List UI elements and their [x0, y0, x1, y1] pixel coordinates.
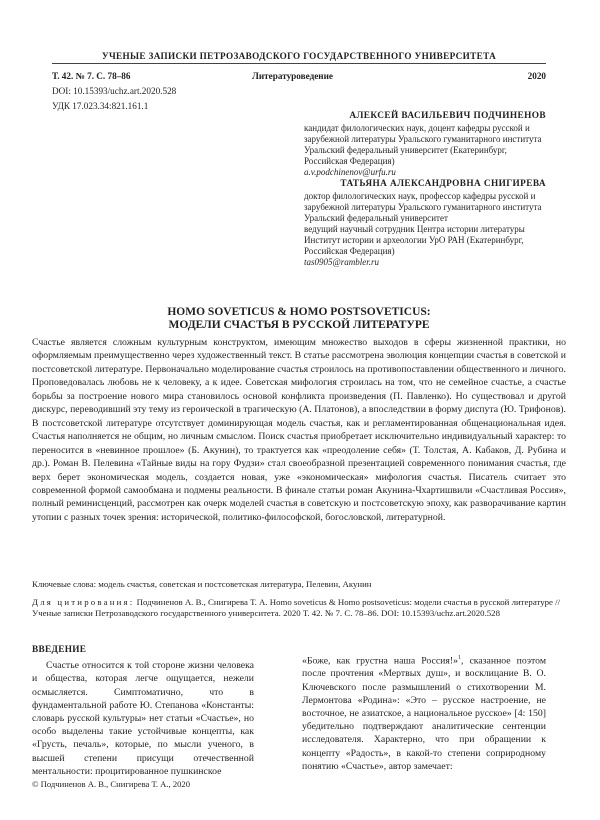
body-paragraph: Счастье относится к той стороне жизни человека и общества, которая легче ощущается, нежели осмысляется. Симптоматично, что в фундаментальной работе Ю. Степанова «Константы: словарь русской культуры» нет статьи «Счастье», но особо выделены такие устойчивые концепты, как «Грусть, печаль», которые, по мысли ученого, в высшей степени присущи отечественной ментальности: процитированное пушкинское [32, 660, 254, 777]
author-affiliation: Уральский федеральный университет [304, 212, 448, 223]
author-email[interactable]: a.v.podchinenov@urfu.ru [304, 167, 396, 178]
author-1 [304, 111, 546, 179]
body-paragraph: , сказанное поэтом после прочтения «Мертвых душ», и восклицание В. О. Ключевского после размышлений о стихотворении М. Лермонтова «Родина»: «Это – русское настроение, не восточное, не азиатское, а национальное русское» [4: 150] убедительно подтверждают аналитические сентенции исследователя. Характерно, что при обращении к концепту «Радость», в какой-то степени соприродному понятию «Счастье», автор замечает: [302, 655, 547, 772]
copyright: © Подчиненов А. В., Снигирева Т. А., 2020 [32, 779, 191, 789]
section-heading: ВВЕДЕНИЕ [32, 645, 87, 655]
body-column-left [32, 644, 254, 778]
title-line-1: HOMO SOVETICUS & HOMO POSTSOVETICUS: [167, 306, 431, 318]
author-name: ТАТЬЯНА АЛЕКСАНДРОВНА СНИГИРЕВА [340, 178, 546, 189]
header-rule [52, 63, 546, 64]
footnote-marker[interactable]: 1 [458, 655, 462, 661]
keywords: Ключевые слова: модель счастья, советская и постсоветская литература, Пелевин, Акунин [32, 579, 372, 589]
author-2 [304, 179, 546, 269]
author-affiliation: Уральский федеральный университет (Екатеринбург, Российская Федерация) [304, 145, 507, 167]
author-name: АЛЕКСЕЙ ВАСИЛЬЕВИЧ ПОДЧИНЕНОВ [349, 111, 546, 121]
article-title [52, 306, 546, 332]
title-line-2: МОДЕЛИ СЧАСТЬЯ В РУССКОЙ ЛИТЕРАТУРЕ [168, 319, 430, 331]
volume-pages: Т. 42. № 7. С. 78–86 [52, 71, 131, 81]
section-name: Литературоведение [252, 71, 333, 81]
body-column-right [302, 652, 546, 773]
authors-block [304, 111, 546, 268]
udc: УДК 17.023.34:821.161.1 [52, 101, 149, 111]
author-affiliation: доктор филологических наук, профессор кафедры русской и зарубежной литературы Уральского гуманитарного института [304, 190, 542, 212]
citation-text: Подчиненов А. В., Снигирева Т. А. Homo soveticus & Homo postsoveticus: модели счастья в русской литературе // Ученые записки Петрозаводского государственного университета. 2020 Т. 42. № 7. С. 78–86. DOI: 10.15393/uchz.art.2020.528 [32, 597, 561, 618]
author-email[interactable]: tas0905@rambler.ru [304, 257, 380, 268]
doi[interactable]: DOI: 10.15393/uchz.art.2020.528 [52, 86, 177, 96]
issue-year: 2020 [527, 71, 546, 81]
citation-block [32, 597, 566, 619]
issue-meta-row [52, 71, 546, 81]
citation-label: Для цитирования: [32, 597, 135, 607]
author-affiliation: ведущий научный сотрудник Центра истории литературы Институт истории и археологии УрО РАН (Екатеринбург, Российская Федерация) [304, 223, 525, 257]
journal-title: УЧЕНЫЕ ЗАПИСКИ ПЕТРОЗАВОДСКОГО ГОСУДАРСТВЕННОГО УНИВЕРСИТЕТА [101, 51, 497, 61]
abstract: Счастье является сложным культурным конструктом, имеющим множество выходов в сферы жизненной практики, но оформляемым преимущественно через художественный текст. В статье рассмотрена эволюция концепции счастья в советской и постсоветской литературе. Первоначально моделирование счастья строилось на противопоставлении общественного и личного. Проповедовалась любовь не к человеку, а к идее. Советская мифология строилась на том, что не семейное счастье, а счастье борьбы за построение нового мира становилось основой конфликта произведения (П. Павленко). Но существовал и другой дискурс, переводивший эту тему из героической в трагическую (А. Платонов), а впоследствии в форму диспута (Ю. Трифонов). В постсоветской литературе отсутствует доминирующая модель счастья, как и регламентированная общенациональная идея. Счастья наполняется не общим, но личным смыслом. Поиск счастья приобретает исключительно индивидуальный характер: то переносится в «невинное прошлое» (Б. Акунин), то трактуется как «преодоление себя» (Т. Толстая, А. Кабаков, Д. Рубина и др.). Роман В. Пелевина «Тайные виды на гору Фудзи» стал своеобразной презентацией современного понимания счастья, где верх берет экономическая модель, создается новая, уже «экономическая» мифология счастья. Писатель считает это современной формой самообмана и подмены реальности. В финале статьи роман Акунина-Чхартишвили «Счастливая Россия», полный реминисценций, рассмотрен как очерк моделей счастья в советскую и постсоветскую эпоху, как разворачивание картин утопии с разных точек зрения: исторической, политико-философской, богословской, литературной. [32, 337, 566, 523]
quote: «Боже, как грустна наша Россия!» [302, 655, 459, 667]
author-affiliation: кандидат филологических наук, доцент кафедры русской и зарубежной литературы Уральского гуманитарного института [304, 123, 542, 145]
